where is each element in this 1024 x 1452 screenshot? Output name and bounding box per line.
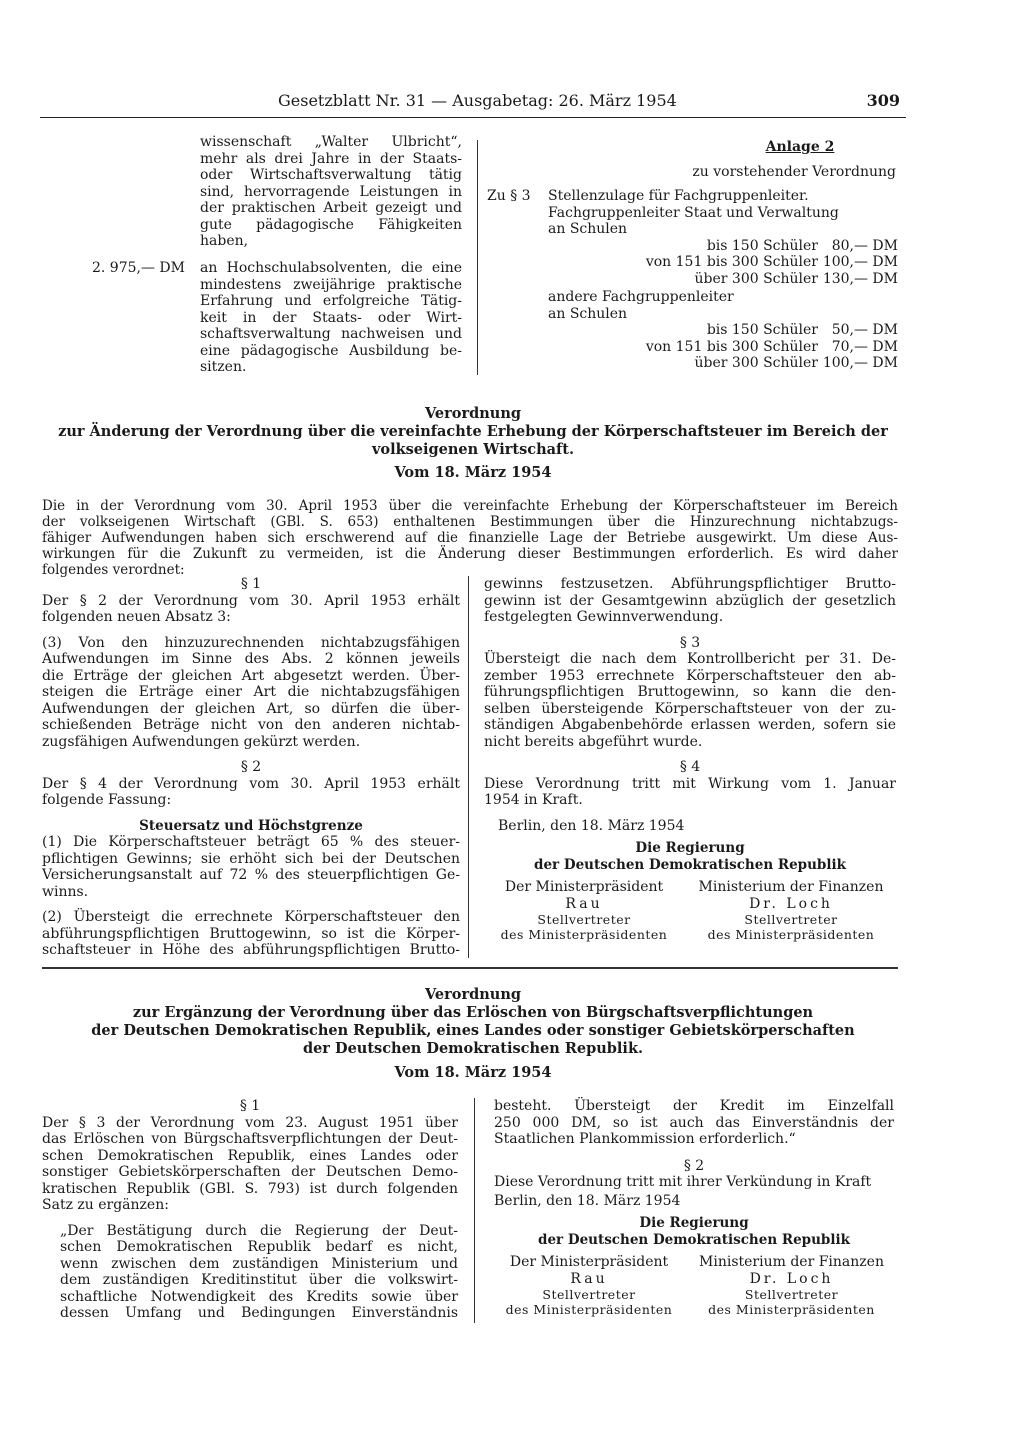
signature-right [686,879,896,942]
text-line: führungspflichtigen Bruttogewinn, so kann die den- [484,684,896,700]
text-line: das Erlöschen von Bürgschaftsverpflichtungen der Deut- [42,1131,458,1147]
text-line: Fachgruppenleiter Staat und Verwaltung [548,204,839,221]
anlage-ref: Zu § 3 [487,188,531,204]
section-heading: § 1 [239,1098,261,1114]
header-title: Gesetzblatt Nr. 31 — Ausgabetag: 26. März 1954 [278,91,677,110]
text-line: schen Demokratischen Republik bedarf es nicht, [60,1239,458,1255]
text-line: (3) Von den hinzuzurechnenden nichtabzugsfähigen [42,634,460,651]
text-line: selben übersteigende Körperschaftsteuer von der zu- [484,700,896,717]
text-line: an Schulen [548,221,628,237]
signer-office: Ministerium der Finanzen [698,879,884,895]
section-heading: § 2 [240,759,262,775]
text-line: Stellenzulage für Fachgruppenleiter. [548,188,809,204]
vo2-heading [40,986,906,1082]
allowance-label: über 300 Schüler [694,270,818,287]
vo1-subtitle-2: volkseigenen Wirtschaft. [371,441,575,458]
column-divider [468,576,469,958]
allowance-amount: 100,— DM [822,355,898,371]
signer-office: Ministerium der Finanzen [699,1254,884,1270]
text-line: der volkseigenen Wirtschaft (GBl. S. 653) enthaltenen Bestimmungen über die Hinzurechnung nichtabzugs- [42,514,898,530]
vo2-right-column [494,1098,894,1317]
text-line: die Erträge der gleichen Art abgesetzt werden. Über- [42,667,460,684]
signer-name: Rau [570,1270,608,1287]
text-line: gewinns festzusetzen. Abführungspflichtiger Brutto- [484,576,896,592]
vo2-left-column [42,1098,458,1322]
text-line: mindestens zweijährige praktische [200,276,462,293]
text-line: gute pädagogische Fähigkeiten [200,216,462,233]
text-line: der praktischen Arbeit gezeigt und [200,200,462,216]
text-line: (2) Übersteigt die errechnete Körperschaftsteuer den [42,909,460,925]
text-line: sonstiger Gebietskörperschaften der Deutschen Demo- [42,1164,458,1180]
text-line: kratischen Republik (GBl. S. 793) ist durch folgenden [42,1180,458,1197]
vo1-date: Vom 18. März 1954 [394,464,552,481]
text-line: gewinn ist der Gesamtgewinn abzüglich der gesetzlich [484,592,896,609]
government-line: der Deutschen Demokratischen Republik [538,1231,850,1248]
text-line: schaftsteuer in Höhe des abführungspflichtigen Brutto- [42,942,460,958]
signer-role: des Ministerpräsidenten [707,927,875,942]
text-line: besteht. Übersteigt der Kredit im Einzelfall [494,1098,894,1114]
subsection-heading: Steuersatz und Höchstgrenze [139,817,363,834]
text-line: haben, [200,233,249,249]
signer-role: des Ministerpräsidenten [505,1302,673,1317]
anlage-body [548,188,898,372]
text-line: Aufwendungen im Sinne des Abs. 2 können jeweils [42,651,460,667]
text-line: wenn zwischen dem zuständigen Ministerium und [60,1255,458,1272]
text-line: schaftsverwaltung nachweisen und [200,326,462,342]
signature-right [689,1254,894,1317]
text-line: „Der Bestätigung durch die Regierung der Deut- [60,1222,458,1239]
signature-left [494,1254,684,1317]
text-line: 1954 in Kraft. [484,792,583,808]
text-line: zugsfähigen Aufwendungen gekürzt werden. [42,733,361,750]
vo2-subtitle-3: der Deutschen Demokratischen Republik. [302,1040,644,1057]
signatures [494,1254,894,1317]
government-line: Die Regierung [639,1215,749,1231]
allowance-row [548,355,898,372]
vo2-title: Verordnung [425,986,521,1003]
text-line: abführungspflichtigen Bruttogewinn, so ist die Körper- [42,925,460,942]
text-line: 250 000 DM, so ist auch das Einverständnis der [494,1114,894,1131]
allowance-row [548,238,898,255]
allowance-amount: 130,— DM [822,270,898,287]
text-line: folgendes verordnet: [42,562,185,578]
signature-left [484,879,684,942]
text-line: eine pädagogische Ausbildung be- [200,342,462,359]
vo1-left-column [42,576,460,959]
page-header [40,93,906,118]
text-line: sind, hervorragende Leistungen in [200,183,462,200]
signer-role: des Ministerpräsidenten [500,927,668,942]
vo1-right-column [484,576,896,942]
text-line: pflichtigen Gewinns; sie erhöht sich bei der Deutschen [42,850,460,867]
text-line: fähiger Aufwendungen haben sich erschwerend auf die finanzielle Lage der Betriebe ausgewirkt. Um diese Aus- [42,530,898,546]
text-line: nicht bereits abgeführt wurde. [484,733,703,750]
allowance-label: bis 150 Schüler [706,237,818,254]
place-date: Berlin, den 18. März 1954 [498,817,685,834]
text-line: an Hochschulabsolventen, die eine [200,260,462,276]
section-heading: § 3 [679,634,701,651]
text-line: keit in der Staats- oder Wirt- [200,309,462,326]
vo2-subtitle: zur Ergänzung der Verordnung über das Erlöschen von Bürgschaftsverpflichtungen [132,1004,814,1021]
allowance-amount: 70,— DM [831,338,898,355]
page-number: 309 [866,91,900,110]
signatures [484,879,896,942]
allowance-row [548,271,898,288]
column-divider [477,140,478,375]
text-line: Die in der Verordnung vom 30. April 1953 über die vereinfachte Erhebung der Körperschaftsteuer im Bereich [42,498,898,514]
text-line: Diese Verordnung tritt mit ihrer Verkündung in Kraft [494,1174,872,1190]
text-line: schen Demokratischen Republik, eines Landes oder [42,1147,458,1164]
text-line: sitzen. [200,359,247,375]
text-line: schießenden Beträge nicht von den anderen nichtab- [42,717,460,733]
text-line: an Schulen [548,305,628,322]
signer-role: Stellvertreter [744,912,838,927]
text-line: Staatlichen Plankommission erforderlich.“ [494,1131,796,1147]
text-line: dem zuständigen Kreditinstitut über die volkswirt- [60,1272,458,1288]
text-line: dessen Umfang und Bedingungen Einverständnis [60,1305,458,1321]
text-line: Der § 2 der Verordnung vom 30. April 1953 erhält [42,592,460,609]
text-line: zember 1953 errechnete Körperschaftsteuer den ab- [484,667,896,684]
text-line: (1) Die Körperschaftsteuer beträgt 65 % des steuer- [42,834,460,850]
signer-role: Stellvertreter [542,1287,636,1302]
top-left-continuation [200,134,462,250]
allowance-amount: 100,— DM [822,254,898,270]
vo2-date: Vom 18. März 1954 [394,1064,552,1081]
column-divider [474,1098,475,1323]
text-line: festgelegten Gewinnverwendung. [484,609,724,625]
anlage-subtitle: zu vorstehender Verordnung [692,164,896,180]
text-line: Der § 3 der Verordnung vom 23. August 1951 über [42,1114,458,1131]
signer-role: Stellvertreter [537,912,631,927]
text-line: Diese Verordnung tritt mit Wirkung vom 1. Januar [484,775,896,792]
section-heading: § 2 [683,1157,705,1174]
vo1-preamble [42,498,898,578]
text-line: folgende Fassung: [42,792,172,808]
allowance-row [548,339,898,356]
text-line: winns. [42,883,89,900]
text-line: Erfahrung und erfolgreiche Tätig- [200,293,462,309]
allowance-label: von 151 bis 300 Schüler [645,338,818,355]
text-line: schaftliche Notwendigkeit des Kredits sowie über [60,1288,458,1305]
allowance-amount: 50,— DM [831,322,898,338]
government-line: der Deutschen Demokratischen Republik [534,856,846,873]
item2-label: 2. 975,— DM [92,260,185,276]
section-heading: § 4 [679,759,701,775]
signer-name: Dr. Loch [749,895,833,912]
text-line: Übersteigt die nach dem Kontrollbericht per 31. De- [484,651,896,667]
section-divider [42,967,898,969]
section-heading: § 1 [240,576,262,592]
text-line: wirkungen für die Zukunft zu vermeiden, ist die Änderung dieser Bestimmungen erforderlich. Es wird daher [42,546,898,562]
allowance-row [548,322,898,339]
signer-office: Der Ministerpräsident [509,1254,669,1270]
signer-role: Stellvertreter [744,1287,839,1302]
vo1-title: Verordnung [425,405,521,422]
vo2-subtitle-2: der Deutschen Demokratischen Republik, eines Landes oder sonstiger Gebietskörperschaften [91,1022,855,1039]
text-line: andere Fachgruppenleiter [548,289,734,305]
government-line: Die Regierung [635,840,745,856]
signer-name: Dr. Loch [749,1270,834,1287]
signer-name: Rau [565,895,603,912]
allowance-label: bis 150 Schüler [706,322,818,338]
signer-office: Der Ministerpräsident [504,879,664,895]
vo1-heading [40,405,906,482]
text-line: mehr als drei Jahre in der Staats- [200,150,462,167]
text-line: Versicherungsanstalt auf 72 % des steuerpflichtigen Ge- [42,867,460,883]
text-line: Der § 4 der Verordnung vom 30. April 1953 erhält [42,775,460,792]
text-line: folgenden neuen Absatz 3: [42,609,231,625]
text-line: wissenschaft „Walter Ulbricht“, [200,134,462,150]
vo1-subtitle: zur Änderung der Verordnung über die vereinfachte Erhebung der Körperschaftsteuer im Bereich der [58,423,888,440]
item2-text [200,260,462,376]
allowance-label: über 300 Schüler [694,355,818,371]
allowance-amount: 80,— DM [831,237,898,254]
text-line: oder Wirtschaftsverwaltung tätig [200,167,462,183]
text-line: ständigen Abgabenbehörde erlassen werden, sofern sie [484,717,896,733]
allowance-label: von 151 bis 300 Schüler [645,254,818,270]
text-line: Aufwendungen der gleichen Art, so dürfen die über- [42,700,460,717]
text-line: steigen die Erträge einer Art die nichtabzugsfähigen [42,684,460,700]
signer-role: des Ministerpräsidenten [708,1302,875,1317]
text-line: Satz zu ergänzen: [42,1197,169,1213]
allowance-row [548,254,898,271]
place-date: Berlin, den 18. März 1954 [494,1192,681,1209]
anlage-title: Anlage 2 [765,139,835,155]
